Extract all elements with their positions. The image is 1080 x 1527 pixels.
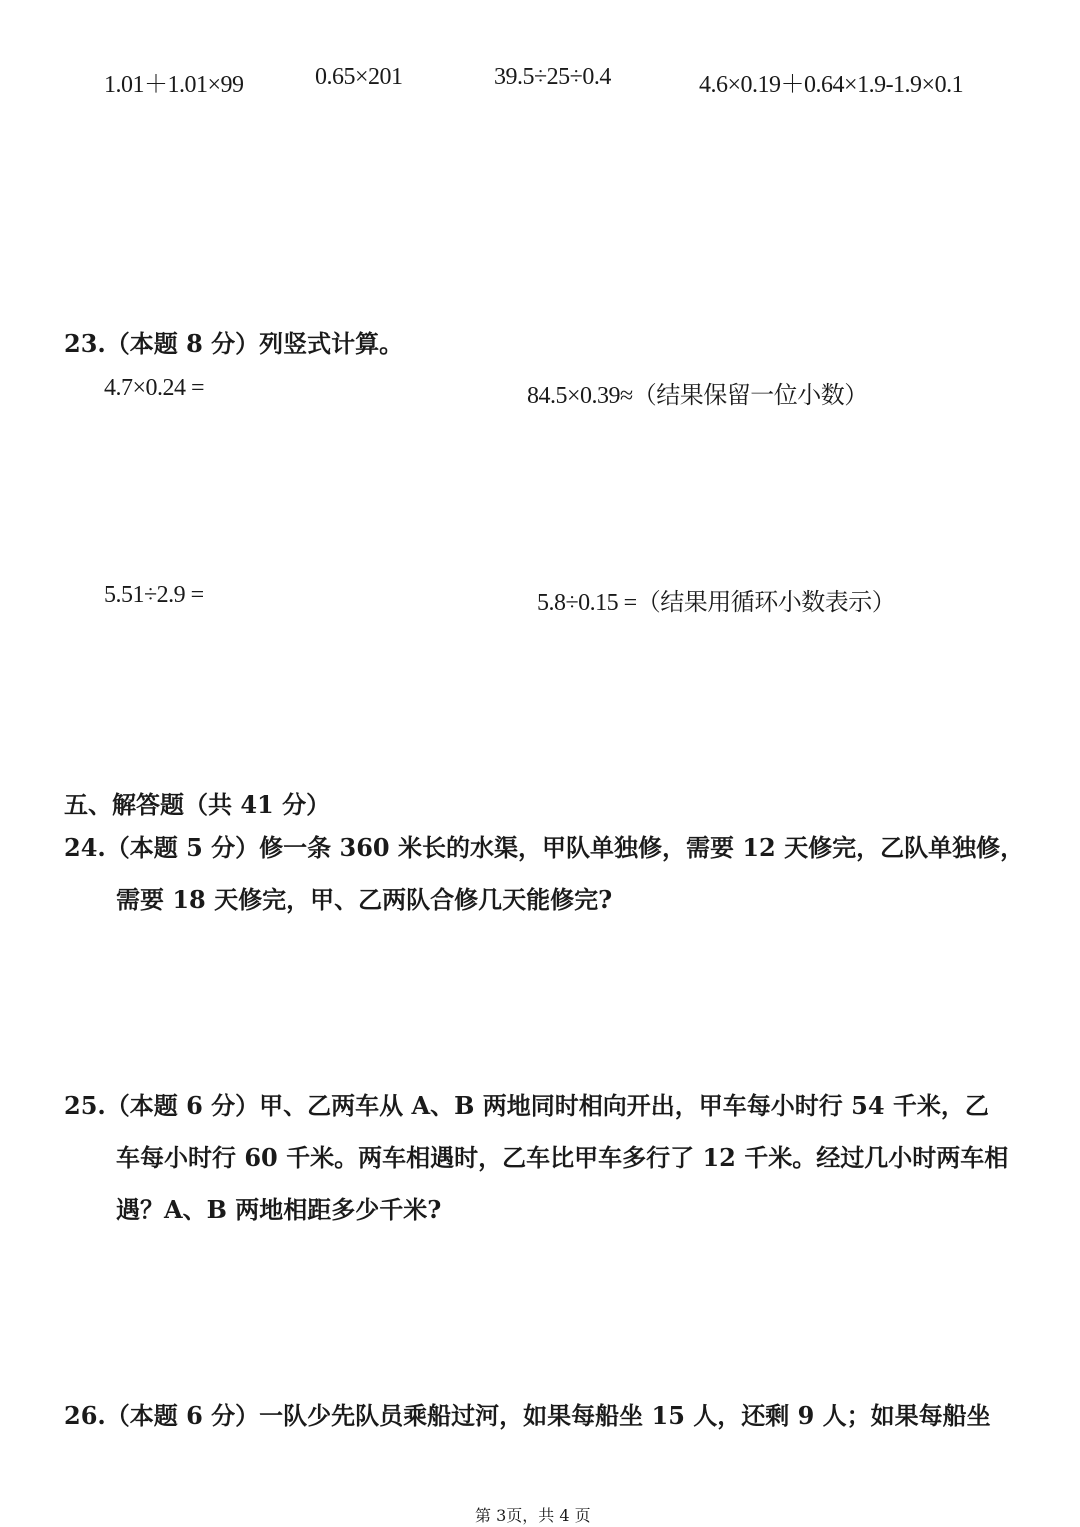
calc-expression-2: 0.65×201 — [315, 64, 403, 90]
section-5-heading: 五、解答题（共 41 分） — [64, 790, 331, 819]
q23-item-2: 84.5×0.39≈（结果保留一位小数） — [527, 383, 868, 409]
q23-item-3: 5.51÷2.9 = — [104, 582, 204, 608]
calc-expression-1: 1.01＋1.01×99 — [104, 72, 244, 98]
question-24-line-2: 需要 18 天修完，甲、乙两队合修几天能修完? — [116, 885, 613, 914]
question-25-line-2: 车每小时行 60 千米。两车相遇时，乙车比甲车多行了 12 千米。经过几小时两车相 — [116, 1143, 1009, 1172]
question-25-line-1: 25.（本题 6 分）甲、乙两车从 A、B 两地同时相向开出，甲车每小时行 54 千米，乙 — [64, 1091, 989, 1120]
q23-item-1: 4.7×0.24 = — [104, 375, 205, 401]
calc-expression-4: 4.6×0.19＋0.64×1.9-1.9×0.1 — [699, 72, 964, 98]
question-23-title: 23.（本题 8 分）列竖式计算。 — [64, 329, 404, 358]
calc-expression-3: 39.5÷25÷0.4 — [494, 64, 611, 90]
page-footer: 第 3页，共 4 页 — [475, 1506, 591, 1525]
question-24-line-1: 24.（本题 5 分）修一条 360 米长的水渠，甲队单独修，需要 12 天修完，乙队单独修， — [64, 833, 1025, 862]
question-25-line-3: 遇？A、B 两地相距多少千米? — [116, 1195, 442, 1224]
question-26-line-1: 26.（本题 6 分）一队少先队员乘船过河，如果每船坐 15 人，还剩 9 人；如果每船坐 — [64, 1401, 991, 1430]
q23-item-4: 5.8÷0.15 =（结果用循环小数表示） — [537, 590, 896, 616]
